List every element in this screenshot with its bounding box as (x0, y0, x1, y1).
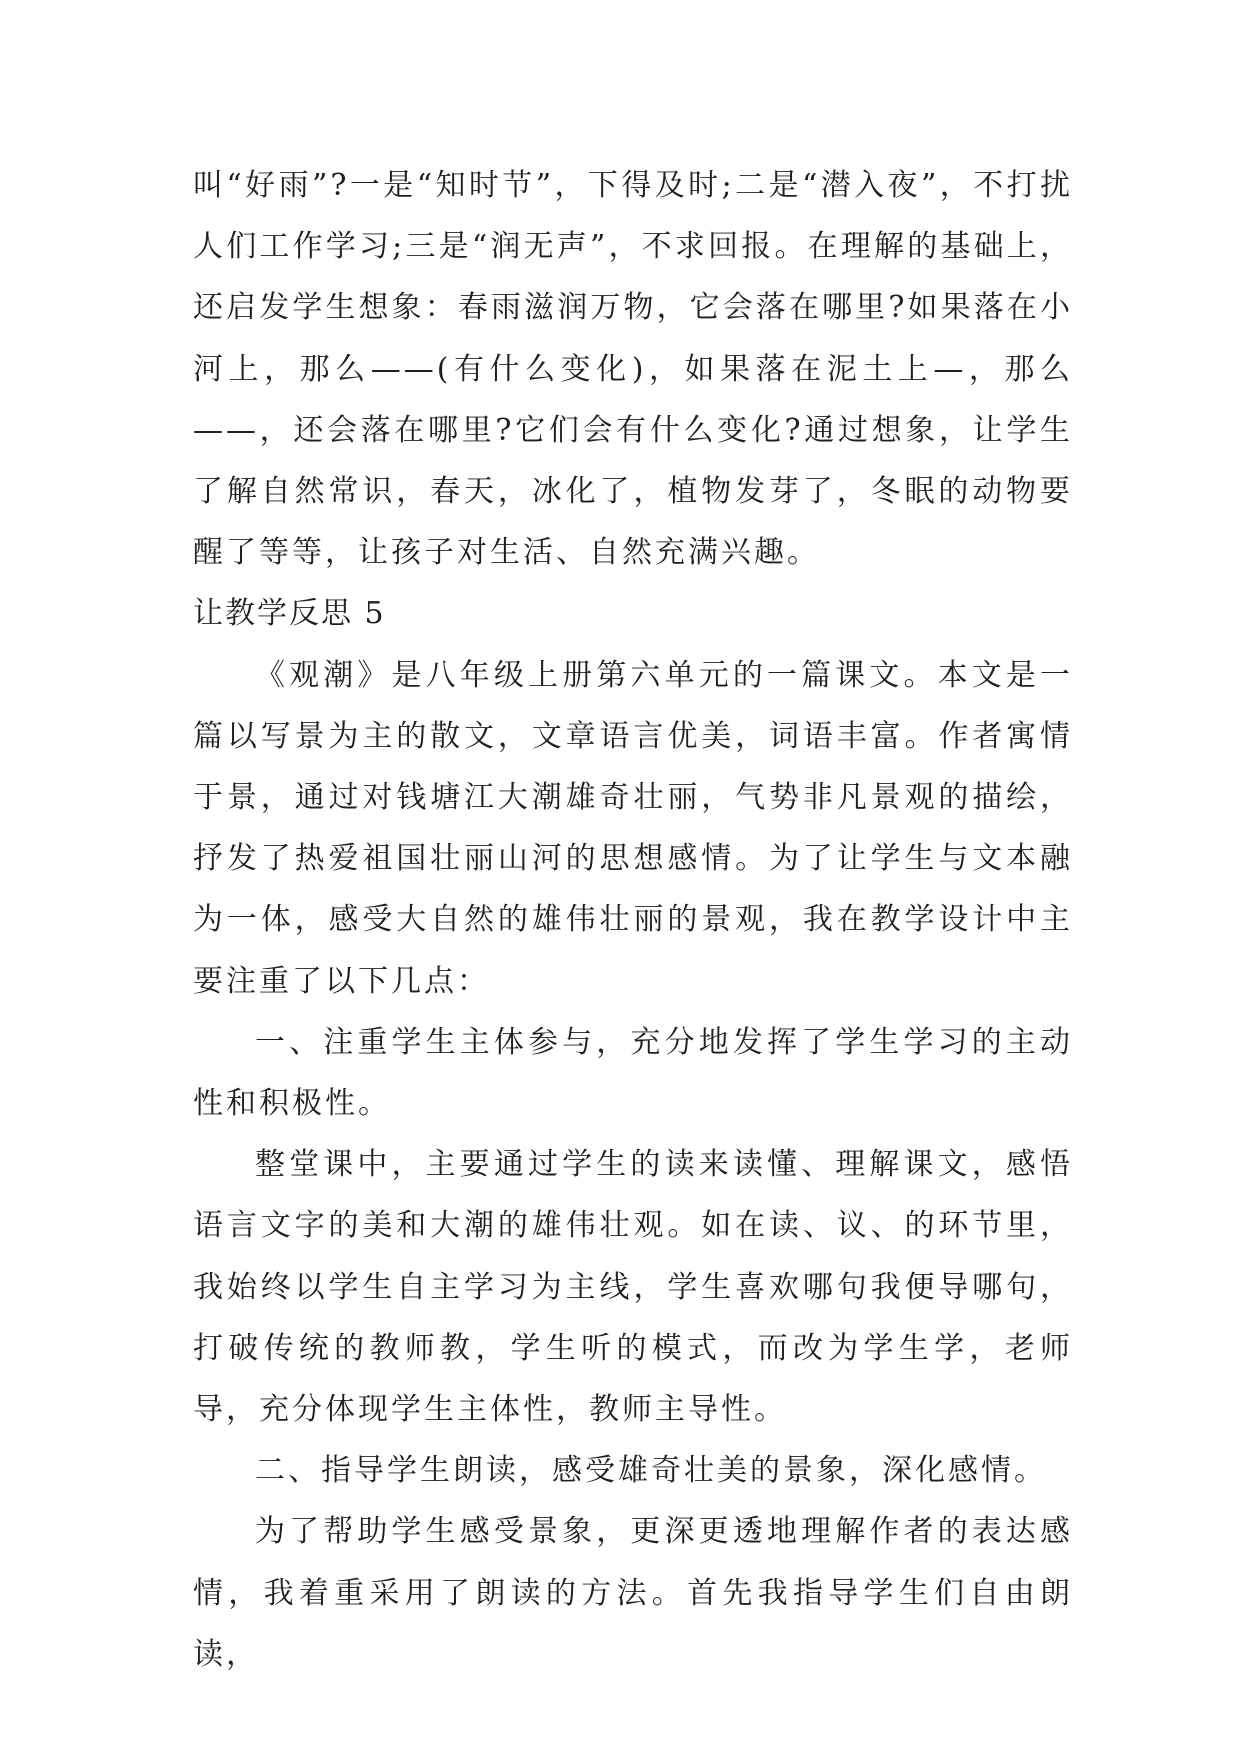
paragraph-4: 二、指导学生朗读，感受雄奇壮美的景象，深化感情。 (255, 1453, 1047, 1489)
document-page (193, 155, 1073, 1685)
intro-paragraph: 叫“好雨”?一是“知时节”，下得及时;二是“潜入夜”，不打扰人们工作学习;三是“润无声”，不求回报。在理解的基础上，还启发学生想象：春雨滋润万物，它会落在哪里?如果落在小河上，那么——(有什么变化)，如果落在泥土上—，那么——，还会落在哪里?它们会有什么变化?通过想象，让学生了解自然常识，春天，冰化了，植物发芽了，冬眠的动物要醒了等等，让孩子对生活、自然充满兴趣。 (193, 168, 1073, 571)
section-title: 让教学反思 5 (193, 596, 386, 632)
paragraph-2: 一、注重学生主体参与，充分地发挥了学生学习的主动性和积极性。 (193, 1024, 1073, 1122)
paragraph-3: 整堂课中，主要通过学生的读来读懂、理解课文，感悟语言文字的美和大潮的雄伟壮观。如在读、议、的环节里，我始终以学生自主学习为主线，学生喜欢哪句我便导哪句，打破传统的教师教，学生听的模式，而改为学生学，老师导，充分体现学生主体性，教师主导性。 (193, 1147, 1073, 1428)
paragraph-1: 《观潮》是八年级上册第六单元的一篇课文。本文是一篇以写景为主的散文，文章语言优美，词语丰富。作者寓情于景，通过对钱塘江大潮雄奇壮丽，气势非凡景观的描绘，抒发了热爱祖国壮丽山河的思想感情。为了让学生与文本融为一体，感受大自然的雄伟壮丽的景观，我在教学设计中主要注重了以下几点： (193, 657, 1073, 999)
paragraph-5: 为了帮助学生感受景象，更深更透地理解作者的表达感情，我着重采用了朗读的方法。首先我指导学生们自由朗读， (193, 1514, 1073, 1672)
